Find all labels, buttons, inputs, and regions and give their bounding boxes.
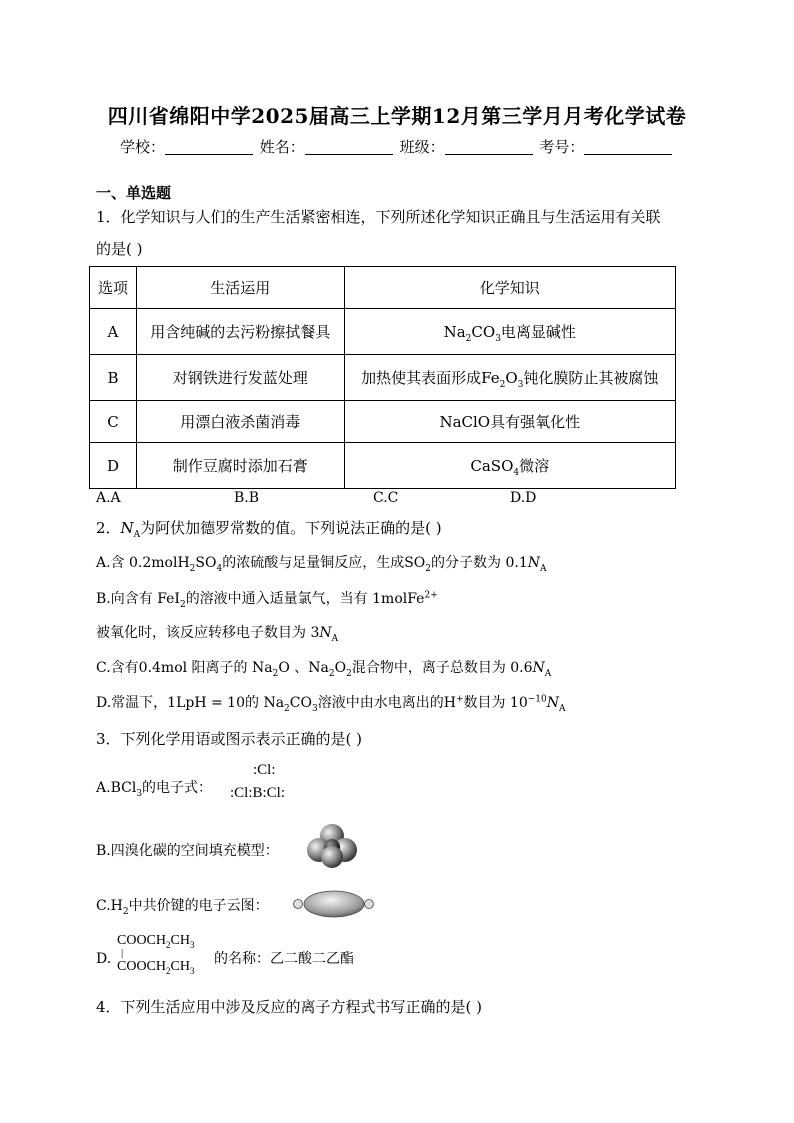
formula-text: CH (170, 959, 190, 974)
option-text: O 、Na (278, 660, 329, 676)
page-title: 四川省绵阳中学2025届高三上学期12月第三学月月考化学试卷 (107, 104, 687, 128)
q2-text: 为阿伏加德罗常数的值。下列说法正确的是( ) (140, 519, 442, 537)
q3-option-d-name: 的名称：乙二酸二乙酯 (214, 951, 354, 967)
q2-stem (96, 517, 442, 538)
subscript: 2 (166, 965, 171, 976)
row-option: B (90, 355, 137, 401)
q3-option-d[interactable] (96, 951, 111, 967)
row-knowledge: NaClO具有强氧化性 (344, 401, 675, 443)
q3-option-a[interactable] (96, 777, 212, 797)
subscript: 2 (425, 563, 432, 574)
number-label: 考号： (539, 138, 585, 156)
subscript: A (544, 668, 552, 679)
option-text: CO (289, 695, 312, 711)
q2-option-b[interactable] (96, 588, 438, 608)
table-row (90, 401, 676, 443)
formula-text: O (505, 369, 518, 387)
subscript: 2 (189, 563, 196, 574)
option-text: O (334, 660, 347, 676)
subscript: 3 (136, 788, 143, 799)
bond-line: | (121, 947, 124, 959)
q2-option-d[interactable] (96, 692, 566, 712)
subscript: 2 (179, 599, 186, 610)
subscript: 3 (495, 334, 501, 344)
subscript: A (540, 563, 547, 574)
table-row (90, 443, 676, 489)
superscript: −10 (527, 694, 547, 705)
option-text: D.常温下，1LpH = 10的 Na (96, 695, 285, 711)
knowledge-text: 微溶 (519, 457, 550, 475)
superscript: + (455, 694, 464, 705)
row-option: C (90, 401, 137, 443)
knowledge-text: 加热使其表面形成Fe (361, 369, 500, 387)
option-text: 溶液中由水电离出的H (317, 695, 456, 711)
class-label: 班级： (399, 138, 445, 156)
subscript: 2 (122, 906, 129, 917)
avogadro-symbol: N (546, 695, 559, 711)
subscript: 3 (189, 965, 195, 976)
q1-table (89, 266, 676, 489)
formula-text: CO (471, 323, 496, 341)
option-text: 中共价键的电子云图： (128, 898, 269, 914)
option-text: A. (96, 780, 111, 796)
subscript: 4 (216, 563, 223, 574)
table-row (90, 355, 676, 401)
formula-text: CH (170, 933, 190, 948)
structural-formula-top (117, 933, 194, 948)
q1-stem-line2: 的是( ) (96, 240, 143, 258)
subscript: 3 (517, 380, 524, 390)
q3-option-b[interactable]: B.四溴化碳的空间填充模型： (96, 843, 279, 859)
option-text: C.含有0.4mol 阳离子的 Na (96, 660, 273, 676)
subscript: 2 (166, 939, 171, 950)
row-knowledge (344, 309, 675, 355)
table-header-row (90, 267, 676, 309)
row-knowledge (344, 443, 675, 489)
table-row (90, 309, 676, 355)
header-use: 生活运用 (136, 267, 344, 309)
choice-a[interactable]: A.A (96, 490, 121, 506)
lewis-top: :Cl: (253, 762, 276, 778)
header-option: 选项 (90, 267, 137, 309)
superscript: 2+ (424, 590, 438, 601)
subscript: 3 (311, 703, 318, 714)
formula-text: BCl (110, 780, 137, 796)
q3-stem: 3．下列化学用语或图示表示正确的是( ) (96, 730, 363, 748)
subscript: 2 (465, 334, 472, 344)
subscript: 2 (272, 668, 279, 679)
school-label: 学校： (120, 138, 166, 156)
row-use: 用含纯碱的去污粉擦拭餐具 (136, 309, 344, 355)
q2-number: 2． (96, 519, 121, 537)
subscript: 2 (499, 380, 506, 390)
option-text: 的电子式： (142, 780, 213, 796)
subscript: A (133, 530, 141, 540)
option-text: SO (195, 555, 217, 571)
subscript: 4 (513, 468, 520, 478)
class-blank[interactable] (445, 140, 533, 155)
formula-text: COOCH (117, 933, 167, 948)
q2-option-a[interactable] (96, 552, 547, 572)
q2-option-c[interactable] (96, 657, 551, 677)
q2-option-b-cont (96, 622, 338, 642)
option-text: 的分子数为 0.1 (431, 555, 528, 571)
avogadro-symbol: N (120, 519, 134, 537)
subscript: 2 (284, 703, 290, 714)
formula-text: CaSO (470, 457, 514, 475)
option-text: 被氧化时，该反应转移电子数目为 3 (96, 625, 320, 641)
name-label: 姓名： (259, 138, 305, 156)
choice-b[interactable]: B.B (234, 490, 260, 506)
school-blank[interactable] (165, 140, 253, 155)
space-filling-model-icon (302, 820, 362, 870)
row-knowledge (344, 355, 675, 401)
row-use: 制作豆腐时添加石膏 (136, 443, 344, 489)
formula-text: Na (443, 323, 466, 341)
formula-text: COOCH (117, 959, 167, 974)
subscript: A (331, 633, 339, 644)
option-text: D. (96, 951, 112, 967)
option-text: B.向含有 FeI (96, 591, 180, 607)
q3-option-c[interactable] (96, 895, 269, 915)
option-text: C.H (96, 898, 123, 914)
q4-stem: 4．下列生活应用中涉及反应的离子方程式书写正确的是( ) (96, 998, 483, 1016)
option-text: 的浓硫酸与足量铜反应，生成SO (222, 555, 426, 571)
choice-c[interactable]: C.C (373, 490, 399, 506)
option-text: A.含 0.2molH (96, 555, 190, 571)
student-info (120, 136, 674, 157)
header-knowledge: 化学知识 (344, 267, 675, 309)
subscript: 2 (346, 668, 352, 679)
lewis-structure: :Cl:B:Cl: (230, 785, 286, 801)
name-blank[interactable] (305, 140, 393, 155)
option-text: 的溶液中通入适量氯气，当有 1molFe (185, 591, 425, 607)
choice-d[interactable]: D.D (510, 490, 537, 506)
row-use: 用漂白液杀菌消毒 (136, 401, 344, 443)
subscript: A (559, 703, 566, 714)
knowledge-text: 钝化膜防止其被腐蚀 (523, 369, 659, 387)
avogadro-symbol: N (319, 625, 332, 641)
avogadro-symbol: N (532, 660, 545, 676)
option-text: 混合物中，离子总数目为 0.6 (351, 660, 533, 676)
row-option: D (90, 443, 137, 489)
section-heading: 一、单选题 (96, 184, 172, 202)
subscript: 2 (328, 668, 335, 679)
structural-formula-bottom (117, 959, 194, 974)
option-text: 数目为 10 (463, 695, 528, 711)
number-blank[interactable] (584, 140, 672, 155)
electron-cloud-icon (292, 888, 376, 920)
q1-stem-line1: 1．化学知识与人们的生产生活紧密相连，下列所述化学知识正确且与生活运用有关联 (96, 208, 661, 226)
subscript: 3 (189, 939, 195, 950)
row-option: A (90, 309, 137, 355)
knowledge-text: 电离显碱性 (500, 323, 576, 341)
avogadro-symbol: N (527, 555, 540, 571)
row-use: 对钢铁进行发蓝处理 (136, 355, 344, 401)
